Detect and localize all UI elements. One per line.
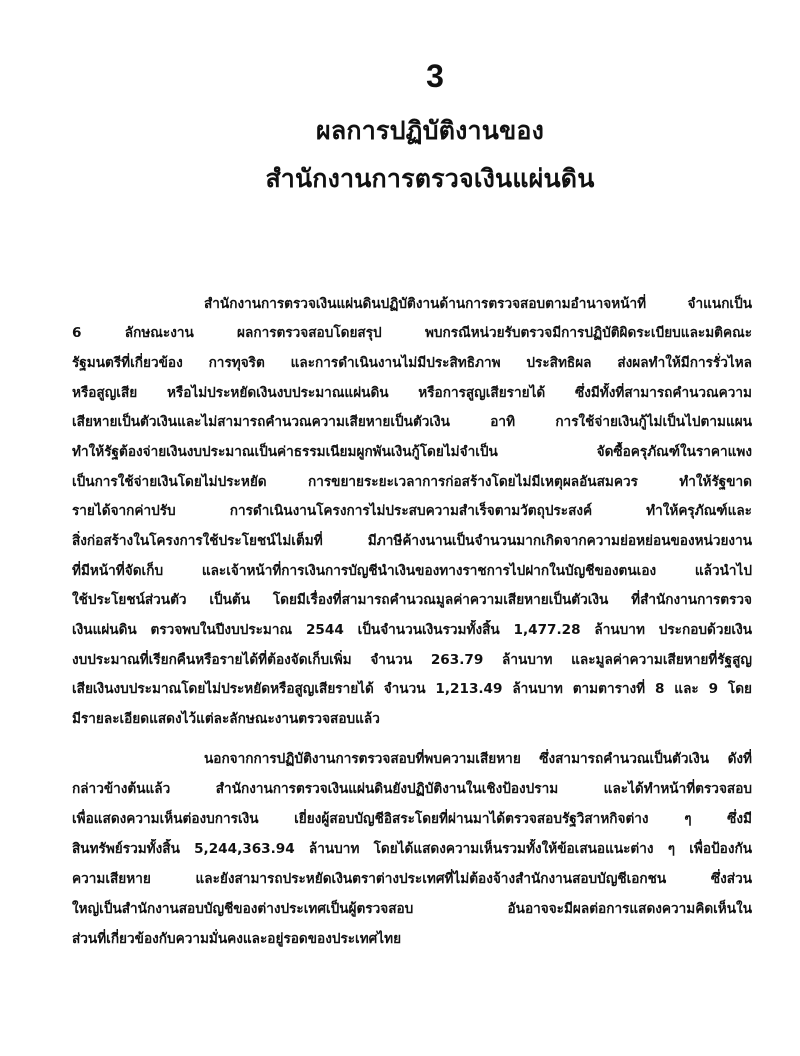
- paragraph-1-line-4: หรือสูญเสีย หรือไม่ประหยัดเงินงบประมาณแผ่นดิน หรือการสูญเสียรายได้ ซึ่งมีทั้งที่สามารถคำนวณความ: [72, 385, 752, 401]
- paragraph-1-line-6: ทำให้รัฐต้องจ่ายเงินงบประมาณเป็นค่าธรรมเนียมผูกพันเงินกู้โดยไม่จำเป็น จัดซื้อครุภัณฑ์ในราคาแพง: [72, 444, 752, 460]
- paragraph-1-line-9: สิ่งก่อสร้างในโครงการใช้ประโยชน์ไม่เต็มที่ มีภาษีค้างนานเป็นจำนวนมากเกิดจากความย่อหย่อนของหน่วยงาน: [72, 533, 752, 549]
- paragraph-1-line-13: งบประมาณที่เรียกคืนหรือรายได้ที่ต้องจัดเก็บเพิ่ม จำนวน 263.79 ล้านบาท และมูลค่าความเสียหายที่รัฐสูญ: [72, 652, 752, 668]
- paragraph-1-line-10: ที่มีหน้าที่จัดเก็บ และเจ้าหน้าที่การเงินการบัญชีนำเงินของทางราชการไปฝากในบัญชีของตนเอง แล้วนำไป: [72, 563, 752, 579]
- paragraph-1-line-11: ใช้ประโยชน์ส่วนตัว เป็นต้น โดยมีเรื่องที่สามารถคำนวณมูลค่าความเสียหายเป็นตัวเงิน ที่สำนักงานการตรวจ: [72, 592, 752, 608]
- chapter-title-line-1: ผลการปฏิบัติงานของ: [316, 116, 544, 145]
- paragraph-1-line-5: เสียหายเป็นตัวเงินและไม่สามารถคำนวณความเสียหายเป็นตัวเงิน อาทิ การใช้จ่ายเงินกู้ไม่เป็นไปตามแผน: [72, 414, 752, 430]
- paragraph-2-line-2: กล่าวข้างต้นแล้ว สำนักงานการตรวจเงินแผ่นดินยังปฏิบัติงานในเชิงป้องปราม และได้ทำหน้าที่ตรวจสอบ: [72, 781, 752, 797]
- paragraph-1-line-2: 6 ลักษณะงาน ผลการตรวจสอบโดยสรุป พบกรณีหน่วยรับตรวจมีการปฏิบัติผิดระเบียบและมติคณะ: [72, 325, 752, 341]
- chapter-number: 3: [426, 58, 444, 94]
- paragraph-1-line-8: รายได้จากค่าปรับ การดำเนินงานโครงการไม่ประสบความสำเร็จตามวัตถุประสงค์ ทำให้ครุภัณฑ์และ: [72, 503, 752, 519]
- paragraph-2-line-5: ความเสียหาย และยังสามารถประหยัดเงินตราต่างประเทศที่ไม่ต้องจ้างสำนักงานสอบบัญชีเอกชน ซึ่งส่วน: [72, 871, 752, 887]
- paragraph-1-line-3: รัฐมนตรีที่เกี่ยวข้อง การทุจริต และการดำเนินงานไม่มีประสิทธิภาพ ประสิทธิผล ส่งผลทำให้มีการรั่วไหล: [72, 355, 752, 371]
- paragraph-1-line-12: เงินแผ่นดิน ตรวจพบในปีงบประมาณ 2544 เป็นจำนวนเงินรวมทั้งสิ้น 1,477.28 ล้านบาท ประกอบด้วยเงิน: [72, 622, 752, 638]
- paragraph-2-line-7: ส่วนที่เกี่ยวข้องกับความมั่นคงและอยู่รอดของประเทศไทย: [72, 931, 402, 947]
- paragraph-2-line-4: สินทรัพย์รวมทั้งสิ้น 5,244,363.94 ล้านบาท โดยได้แสดงความเห็นรวมทั้งให้ข้อเสนอแนะต่าง ๆ เพื่อป้องกัน: [72, 841, 752, 857]
- paragraph-2-line-1: นอกจากการปฏิบัติงานการตรวจสอบที่พบความเสียหาย ซึ่งสามารถคำนวณเป็นตัวเงิน ดังที่: [204, 751, 752, 767]
- paragraph-1-line-1: สำนักงานการตรวจเงินแผ่นดินปฏิบัติงานด้านการตรวจสอบตามอำนาจหน้าที่ จำแนกเป็น: [204, 296, 752, 312]
- paragraph-1-line-14: เสียเงินงบประมาณโดยไม่ประหยัดหรือสูญเสียรายได้ จำนวน 1,213.49 ล้านบาท ตามตารางที่ 8 และ 9 โดย: [72, 681, 752, 697]
- paragraph-1-line-7: เป็นการใช้จ่ายเงินโดยไม่ประหยัด การขยายระยะเวลาการก่อสร้างโดยไม่มีเหตุผลอันสมควร ทำให้รัฐขาด: [72, 474, 752, 490]
- paragraph-1-line-15: มีรายละเอียดแสดงไว้แต่ละลักษณะงานตรวจสอบแล้ว: [72, 711, 380, 727]
- paragraph-2-line-6: ใหญ่เป็นสำนักงานสอบบัญชีของต่างประเทศเป็นผู้ตรวจสอบ อันอาจจะมีผลต่อการแสดงความคิดเห็นใน: [72, 901, 752, 917]
- paragraph-2-line-3: เพื่อแสดงความเห็นต่องบการเงิน เยี่ยงผู้สอบบัญชีอิสระโดยที่ผ่านมาได้ตรวจสอบรัฐวิสาหกิจต่าง ๆ ซึ่งมี: [72, 811, 752, 827]
- chapter-title-line-2: สำนักงานการตรวจเงินแผ่นดิน: [265, 164, 595, 193]
